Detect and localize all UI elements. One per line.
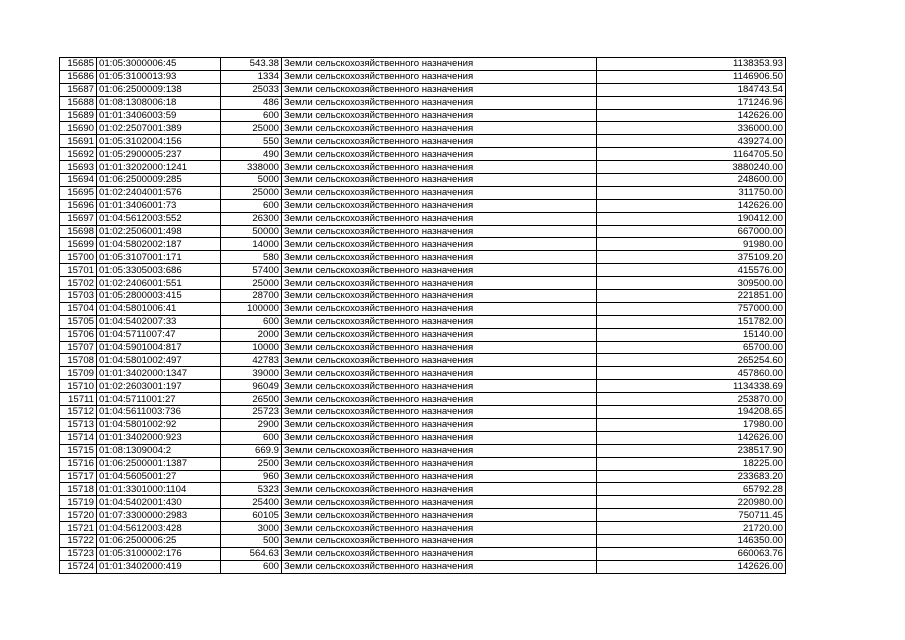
cadastral-number-cell: 01:02:2603001:197 bbox=[97, 380, 221, 393]
cadastral-value-cell: 18225.00 bbox=[597, 457, 786, 470]
land-category-cell: Земли сельскохозяйственного назначения bbox=[282, 238, 597, 251]
table-row bbox=[60, 328, 786, 341]
row-number-cell: 15688 bbox=[60, 96, 97, 109]
cadastral-number-cell: 01:01:3406001:73 bbox=[97, 199, 221, 212]
cadastral-value-cell: 65700.00 bbox=[597, 341, 786, 354]
area-cell: 60105 bbox=[221, 509, 282, 522]
cadastral-number-cell: 01:02:2506001:498 bbox=[97, 225, 221, 238]
table-row bbox=[60, 444, 786, 457]
cadastral-value-cell: 253870.00 bbox=[597, 393, 786, 406]
cadastral-number-cell: 01:04:5402001:430 bbox=[97, 496, 221, 509]
area-cell: 600 bbox=[221, 315, 282, 328]
land-category-cell: Земли сельскохозяйственного назначения bbox=[282, 457, 597, 470]
land-category-cell: Земли сельскохозяйственного назначения bbox=[282, 509, 597, 522]
table-row bbox=[60, 470, 786, 483]
row-number-cell: 15693 bbox=[60, 161, 97, 174]
cadastral-value-cell: 757000.00 bbox=[597, 302, 786, 315]
area-cell: 25000 bbox=[221, 122, 282, 135]
land-category-cell: Земли сельскохозяйственного назначения bbox=[282, 83, 597, 96]
land-category-cell: Земли сельскохозяйственного назначения bbox=[282, 122, 597, 135]
land-category-cell: Земли сельскохозяйственного назначения bbox=[282, 418, 597, 431]
land-category-cell: Земли сельскохозяйственного назначения bbox=[282, 483, 597, 496]
land-category-cell: Земли сельскохозяйственного назначения bbox=[282, 406, 597, 419]
land-category-cell: Земли сельскохозяйственного назначения bbox=[282, 341, 597, 354]
cadastral-number-cell: 01:01:3402000:1347 bbox=[97, 367, 221, 380]
land-category-cell: Земли сельскохозяйственного назначения bbox=[282, 277, 597, 290]
cadastral-number-cell: 01:04:5802002:187 bbox=[97, 238, 221, 251]
land-category-cell: Земли сельскохозяйственного назначения bbox=[282, 560, 597, 573]
area-cell: 338000 bbox=[221, 161, 282, 174]
land-category-cell: Земли сельскохозяйственного назначения bbox=[282, 444, 597, 457]
table-row bbox=[60, 70, 786, 83]
cadastral-number-cell: 01:05:2800003:415 bbox=[97, 290, 221, 303]
cadastral-number-cell: 01:05:3000006:45 bbox=[97, 58, 221, 71]
area-cell: 960 bbox=[221, 470, 282, 483]
area-cell: 28700 bbox=[221, 290, 282, 303]
cadastral-value-cell: 194208.65 bbox=[597, 406, 786, 419]
cadastral-number-cell: 01:01:3202000:1241 bbox=[97, 161, 221, 174]
area-cell: 600 bbox=[221, 109, 282, 122]
row-number-cell: 15695 bbox=[60, 186, 97, 199]
row-number-cell: 15706 bbox=[60, 328, 97, 341]
table-row bbox=[60, 406, 786, 419]
cadastral-number-cell: 01:05:3100002:176 bbox=[97, 547, 221, 560]
cadastral-number-cell: 01:04:5801006:41 bbox=[97, 302, 221, 315]
area-cell: 2000 bbox=[221, 328, 282, 341]
row-number-cell: 15722 bbox=[60, 534, 97, 547]
cadastral-number-cell: 01:04:5612003:428 bbox=[97, 522, 221, 535]
land-category-cell: Земли сельскохозяйственного назначения bbox=[282, 161, 597, 174]
table-row bbox=[60, 199, 786, 212]
table-body bbox=[60, 58, 786, 574]
land-category-cell: Земли сельскохозяйственного назначения bbox=[282, 354, 597, 367]
table-row bbox=[60, 251, 786, 264]
row-number-cell: 15694 bbox=[60, 174, 97, 187]
land-category-cell: Земли сельскохозяйственного назначения bbox=[282, 290, 597, 303]
table-row bbox=[60, 354, 786, 367]
land-category-cell: Земли сельскохозяйственного назначения bbox=[282, 315, 597, 328]
table-row bbox=[60, 58, 786, 71]
cadastral-number-cell: 01:06:2500009:138 bbox=[97, 83, 221, 96]
row-number-cell: 15712 bbox=[60, 406, 97, 419]
land-category-cell: Земли сельскохозяйственного назначения bbox=[282, 496, 597, 509]
cadastral-number-cell: 01:08:1308006:18 bbox=[97, 96, 221, 109]
area-cell: 42783 bbox=[221, 354, 282, 367]
cadastral-number-cell: 01:01:3406003:59 bbox=[97, 109, 221, 122]
land-category-cell: Земли сельскохозяйственного назначения bbox=[282, 302, 597, 315]
table-row bbox=[60, 212, 786, 225]
land-category-cell: Земли сельскохозяйственного назначения bbox=[282, 212, 597, 225]
table-row bbox=[60, 534, 786, 547]
cadastral-value-cell: 238517.90 bbox=[597, 444, 786, 457]
cadastral-number-cell: 01:08:1309004:2 bbox=[97, 444, 221, 457]
cadastral-value-cell: 15140.00 bbox=[597, 328, 786, 341]
cadastral-number-cell: 01:01:3301000:1104 bbox=[97, 483, 221, 496]
cadastral-value-cell: 233683.20 bbox=[597, 470, 786, 483]
row-number-cell: 15703 bbox=[60, 290, 97, 303]
land-category-cell: Земли сельскохозяйственного назначения bbox=[282, 174, 597, 187]
row-number-cell: 15705 bbox=[60, 315, 97, 328]
area-cell: 600 bbox=[221, 199, 282, 212]
land-category-cell: Земли сельскохозяйственного назначения bbox=[282, 547, 597, 560]
cadastral-value-cell: 184743.54 bbox=[597, 83, 786, 96]
cadastral-number-cell: 01:04:5801002:497 bbox=[97, 354, 221, 367]
row-number-cell: 15689 bbox=[60, 109, 97, 122]
table-row bbox=[60, 225, 786, 238]
table-row bbox=[60, 96, 786, 109]
table-row bbox=[60, 496, 786, 509]
land-registry-table bbox=[59, 57, 786, 574]
row-number-cell: 15719 bbox=[60, 496, 97, 509]
cadastral-number-cell: 01:05:3107001:171 bbox=[97, 251, 221, 264]
land-category-cell: Земли сельскохозяйственного назначения bbox=[282, 367, 597, 380]
area-cell: 3000 bbox=[221, 522, 282, 535]
table-row bbox=[60, 547, 786, 560]
cadastral-number-cell: 01:06:2500006:25 bbox=[97, 534, 221, 547]
cadastral-value-cell: 309500.00 bbox=[597, 277, 786, 290]
cadastral-value-cell: 660063.76 bbox=[597, 547, 786, 560]
table-row bbox=[60, 509, 786, 522]
area-cell: 490 bbox=[221, 148, 282, 161]
land-category-cell: Земли сельскохозяйственного назначения bbox=[282, 199, 597, 212]
cadastral-value-cell: 221851.00 bbox=[597, 290, 786, 303]
cadastral-number-cell: 01:05:3305003:686 bbox=[97, 264, 221, 277]
row-number-cell: 15716 bbox=[60, 457, 97, 470]
row-number-cell: 15711 bbox=[60, 393, 97, 406]
area-cell: 10000 bbox=[221, 341, 282, 354]
land-category-cell: Земли сельскохозяйственного назначения bbox=[282, 328, 597, 341]
land-category-cell: Земли сельскохозяйственного назначения bbox=[282, 251, 597, 264]
row-number-cell: 15718 bbox=[60, 483, 97, 496]
area-cell: 500 bbox=[221, 534, 282, 547]
cadastral-value-cell: 457860.00 bbox=[597, 367, 786, 380]
table-row bbox=[60, 431, 786, 444]
land-category-cell: Земли сельскохозяйственного назначения bbox=[282, 58, 597, 71]
table-row bbox=[60, 277, 786, 290]
area-cell: 26500 bbox=[221, 393, 282, 406]
row-number-cell: 15697 bbox=[60, 212, 97, 225]
land-category-cell: Земли сельскохозяйственного назначения bbox=[282, 135, 597, 148]
table-row bbox=[60, 161, 786, 174]
area-cell: 26300 bbox=[221, 212, 282, 225]
cadastral-value-cell: 1164705.50 bbox=[597, 148, 786, 161]
table-row bbox=[60, 393, 786, 406]
land-category-cell: Земли сельскохозяйственного назначения bbox=[282, 470, 597, 483]
table-row bbox=[60, 341, 786, 354]
cadastral-number-cell: 01:05:2900005:237 bbox=[97, 148, 221, 161]
table-row bbox=[60, 302, 786, 315]
row-number-cell: 15720 bbox=[60, 509, 97, 522]
area-cell: 57400 bbox=[221, 264, 282, 277]
cadastral-value-cell: 142626.00 bbox=[597, 109, 786, 122]
cadastral-value-cell: 220980.00 bbox=[597, 496, 786, 509]
land-category-cell: Земли сельскохозяйственного назначения bbox=[282, 186, 597, 199]
cadastral-value-cell: 142626.00 bbox=[597, 560, 786, 573]
area-cell: 543.38 bbox=[221, 58, 282, 71]
area-cell: 5323 bbox=[221, 483, 282, 496]
cadastral-number-cell: 01:06:2500001:1387 bbox=[97, 457, 221, 470]
area-cell: 5000 bbox=[221, 174, 282, 187]
cadastral-number-cell: 01:04:5711007:47 bbox=[97, 328, 221, 341]
table-row bbox=[60, 148, 786, 161]
table-row bbox=[60, 186, 786, 199]
area-cell: 600 bbox=[221, 560, 282, 573]
row-number-cell: 15707 bbox=[60, 341, 97, 354]
table-row bbox=[60, 174, 786, 187]
cadastral-value-cell: 91980.00 bbox=[597, 238, 786, 251]
row-number-cell: 15704 bbox=[60, 302, 97, 315]
row-number-cell: 15700 bbox=[60, 251, 97, 264]
row-number-cell: 15692 bbox=[60, 148, 97, 161]
cadastral-number-cell: 01:05:3100013:93 bbox=[97, 70, 221, 83]
area-cell: 1334 bbox=[221, 70, 282, 83]
area-cell: 25033 bbox=[221, 83, 282, 96]
table-row bbox=[60, 264, 786, 277]
table-row bbox=[60, 290, 786, 303]
row-number-cell: 15698 bbox=[60, 225, 97, 238]
cadastral-value-cell: 171246.96 bbox=[597, 96, 786, 109]
cadastral-number-cell: 01:05:3102004:156 bbox=[97, 135, 221, 148]
land-category-cell: Земли сельскохозяйственного назначения bbox=[282, 431, 597, 444]
cadastral-value-cell: 21720.00 bbox=[597, 522, 786, 535]
row-number-cell: 15685 bbox=[60, 58, 97, 71]
land-category-cell: Земли сельскохозяйственного назначения bbox=[282, 534, 597, 547]
cadastral-value-cell: 142626.00 bbox=[597, 199, 786, 212]
row-number-cell: 15717 bbox=[60, 470, 97, 483]
cadastral-value-cell: 1146906.50 bbox=[597, 70, 786, 83]
cadastral-number-cell: 01:04:5402007:33 bbox=[97, 315, 221, 328]
cadastral-number-cell: 01:02:2404001:576 bbox=[97, 186, 221, 199]
row-number-cell: 15702 bbox=[60, 277, 97, 290]
table-row bbox=[60, 560, 786, 573]
area-cell: 50000 bbox=[221, 225, 282, 238]
cadastral-value-cell: 439274.00 bbox=[597, 135, 786, 148]
cadastral-value-cell: 190412.00 bbox=[597, 212, 786, 225]
cadastral-number-cell: 01:07:3300000:2983 bbox=[97, 509, 221, 522]
land-category-cell: Земли сельскохозяйственного назначения bbox=[282, 109, 597, 122]
row-number-cell: 15699 bbox=[60, 238, 97, 251]
area-cell: 14000 bbox=[221, 238, 282, 251]
cadastral-number-cell: 01:04:5901004:817 bbox=[97, 341, 221, 354]
cadastral-value-cell: 667000.00 bbox=[597, 225, 786, 238]
table-row bbox=[60, 380, 786, 393]
cadastral-value-cell: 1134338.69 bbox=[597, 380, 786, 393]
cadastral-value-cell: 336000.00 bbox=[597, 122, 786, 135]
area-cell: 564.63 bbox=[221, 547, 282, 560]
area-cell: 2900 bbox=[221, 418, 282, 431]
table-row bbox=[60, 238, 786, 251]
table-row bbox=[60, 367, 786, 380]
row-number-cell: 15723 bbox=[60, 547, 97, 560]
area-cell: 25723 bbox=[221, 406, 282, 419]
area-cell: 669.9 bbox=[221, 444, 282, 457]
cadastral-number-cell: 01:01:3402000:923 bbox=[97, 431, 221, 444]
cadastral-value-cell: 3880240.00 bbox=[597, 161, 786, 174]
row-number-cell: 15710 bbox=[60, 380, 97, 393]
row-number-cell: 15687 bbox=[60, 83, 97, 96]
area-cell: 25000 bbox=[221, 277, 282, 290]
table-row bbox=[60, 83, 786, 96]
area-cell: 39000 bbox=[221, 367, 282, 380]
cadastral-value-cell: 142626.00 bbox=[597, 431, 786, 444]
area-cell: 25000 bbox=[221, 186, 282, 199]
cadastral-number-cell: 01:02:2406001:551 bbox=[97, 277, 221, 290]
cadastral-value-cell: 311750.00 bbox=[597, 186, 786, 199]
area-cell: 96049 bbox=[221, 380, 282, 393]
row-number-cell: 15709 bbox=[60, 367, 97, 380]
cadastral-number-cell: 01:02:2507001:389 bbox=[97, 122, 221, 135]
row-number-cell: 15713 bbox=[60, 418, 97, 431]
land-category-cell: Земли сельскохозяйственного назначения bbox=[282, 148, 597, 161]
row-number-cell: 15696 bbox=[60, 199, 97, 212]
cadastral-number-cell: 01:04:5611003:736 bbox=[97, 406, 221, 419]
land-category-cell: Земли сельскохозяйственного назначения bbox=[282, 70, 597, 83]
row-number-cell: 15721 bbox=[60, 522, 97, 535]
cadastral-value-cell: 248600.00 bbox=[597, 174, 786, 187]
cadastral-number-cell: 01:01:3402000:419 bbox=[97, 560, 221, 573]
cadastral-number-cell: 01:06:2500009:285 bbox=[97, 174, 221, 187]
cadastral-value-cell: 375109.20 bbox=[597, 251, 786, 264]
land-category-cell: Земли сельскохозяйственного назначения bbox=[282, 393, 597, 406]
table-row bbox=[60, 135, 786, 148]
row-number-cell: 15691 bbox=[60, 135, 97, 148]
table-row bbox=[60, 122, 786, 135]
cadastral-value-cell: 415576.00 bbox=[597, 264, 786, 277]
land-category-cell: Земли сельскохозяйственного назначения bbox=[282, 96, 597, 109]
cadastral-value-cell: 1138353.93 bbox=[597, 58, 786, 71]
area-cell: 550 bbox=[221, 135, 282, 148]
table-row bbox=[60, 522, 786, 535]
cadastral-number-cell: 01:04:5612003:552 bbox=[97, 212, 221, 225]
area-cell: 100000 bbox=[221, 302, 282, 315]
table-row bbox=[60, 418, 786, 431]
cadastral-number-cell: 01:04:5801002:92 bbox=[97, 418, 221, 431]
area-cell: 600 bbox=[221, 431, 282, 444]
row-number-cell: 15708 bbox=[60, 354, 97, 367]
cadastral-value-cell: 750711.45 bbox=[597, 509, 786, 522]
area-cell: 25400 bbox=[221, 496, 282, 509]
cadastral-number-cell: 01:04:5711001:27 bbox=[97, 393, 221, 406]
land-category-cell: Земли сельскохозяйственного назначения bbox=[282, 522, 597, 535]
table-row bbox=[60, 109, 786, 122]
row-number-cell: 15724 bbox=[60, 560, 97, 573]
land-category-cell: Земли сельскохозяйственного назначения bbox=[282, 264, 597, 277]
cadastral-value-cell: 265254.60 bbox=[597, 354, 786, 367]
row-number-cell: 15690 bbox=[60, 122, 97, 135]
row-number-cell: 15686 bbox=[60, 70, 97, 83]
land-category-cell: Земли сельскохозяйственного назначения bbox=[282, 380, 597, 393]
cadastral-value-cell: 17980.00 bbox=[597, 418, 786, 431]
cadastral-number-cell: 01:04:5605001:27 bbox=[97, 470, 221, 483]
row-number-cell: 15715 bbox=[60, 444, 97, 457]
row-number-cell: 15701 bbox=[60, 264, 97, 277]
area-cell: 486 bbox=[221, 96, 282, 109]
area-cell: 580 bbox=[221, 251, 282, 264]
area-cell: 2500 bbox=[221, 457, 282, 470]
table-row bbox=[60, 483, 786, 496]
cadastral-value-cell: 151782.00 bbox=[597, 315, 786, 328]
cadastral-value-cell: 146350.00 bbox=[597, 534, 786, 547]
table-row bbox=[60, 457, 786, 470]
cadastral-value-cell: 65792.28 bbox=[597, 483, 786, 496]
land-category-cell: Земли сельскохозяйственного назначения bbox=[282, 225, 597, 238]
row-number-cell: 15714 bbox=[60, 431, 97, 444]
table-row bbox=[60, 315, 786, 328]
